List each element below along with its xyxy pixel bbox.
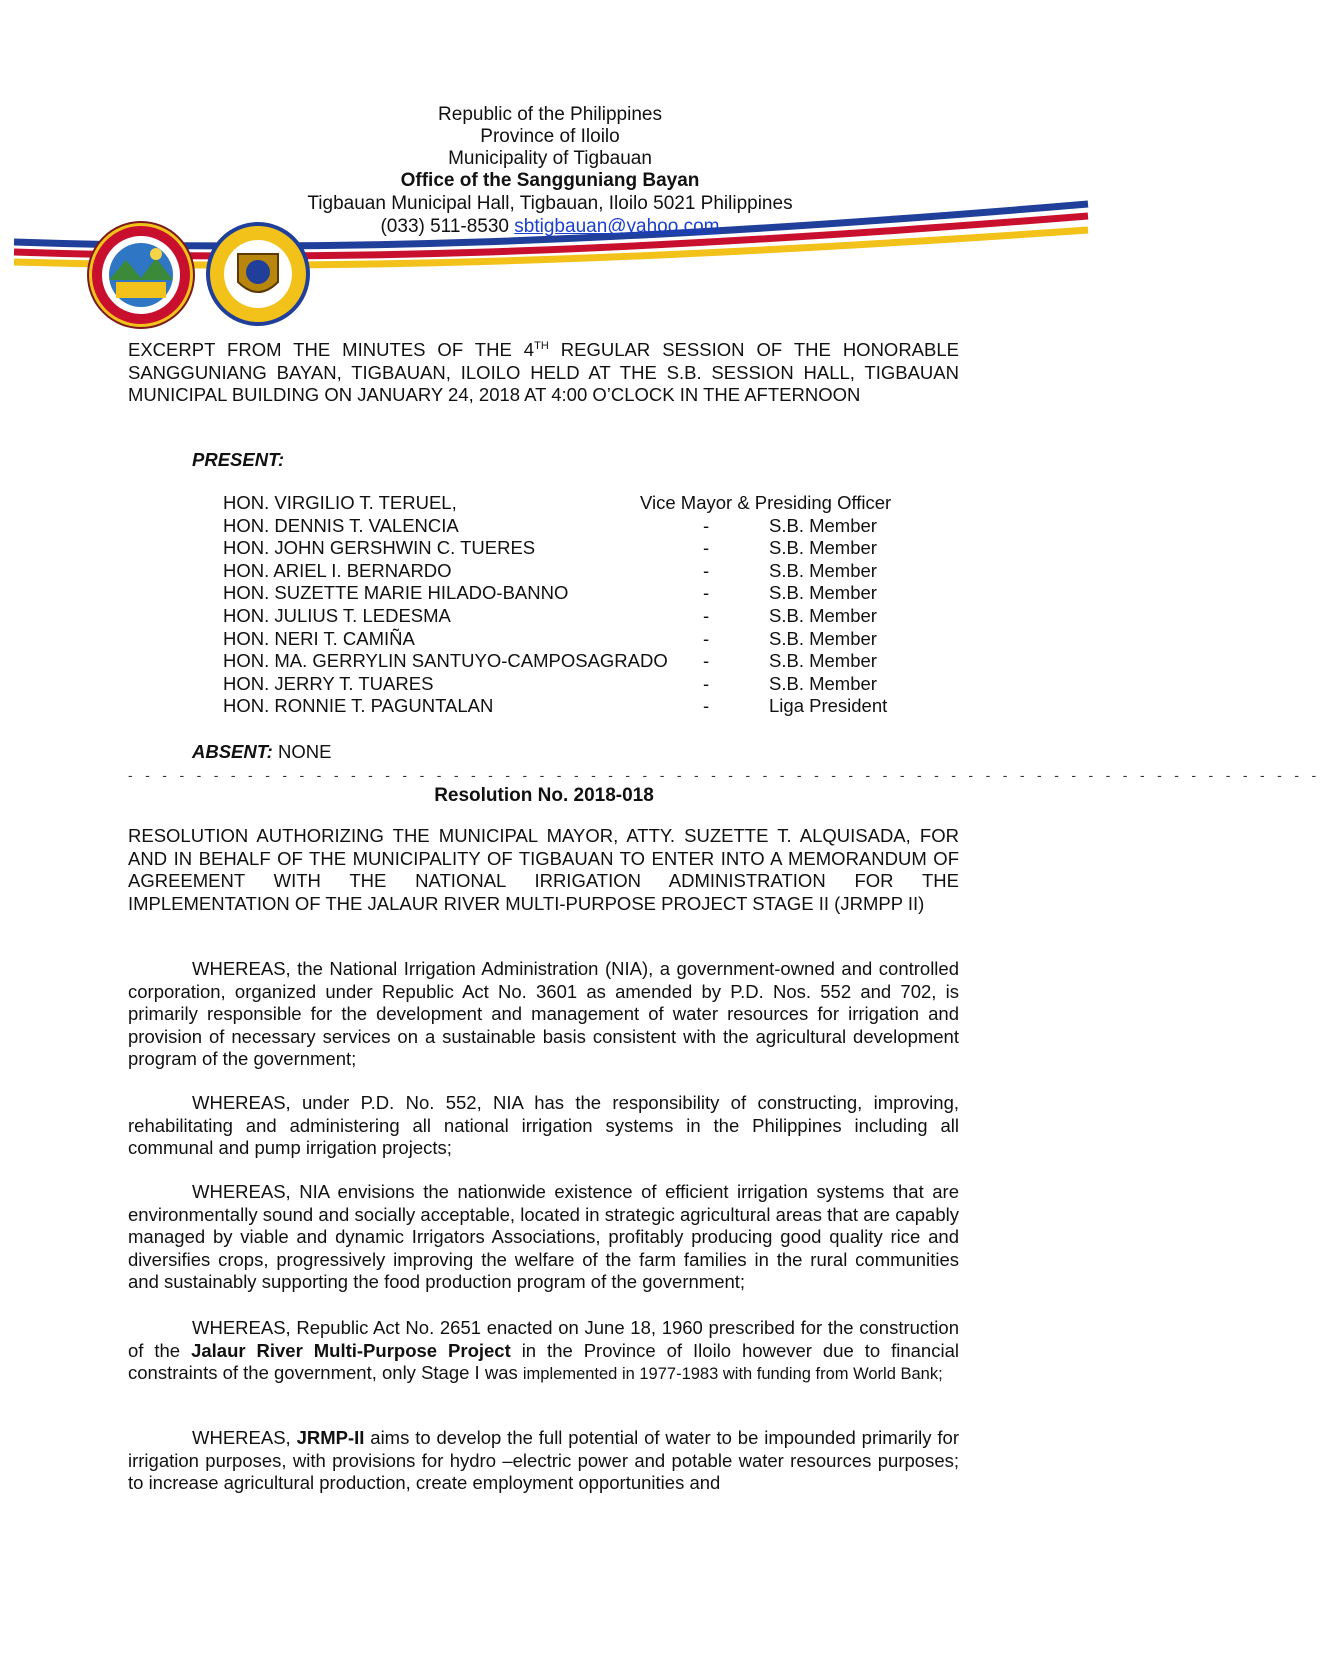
excerpt-heading [128,335,959,407]
whereas5-project-code: JRMP-II [296,1427,365,1448]
present-member-row [223,560,943,583]
member-name: HON. JERRY T. TUARES [223,672,434,694]
whereas-paragraph-3: WHEREAS, NIA envisions the nationwide existence of efficient irrigation systems that are environmentally sound and socially acceptable, located in strategic agricultural areas that are capably managed by viable and dynamic Irrigators Associations, profitably producing good quality rice and diversifies crops, progressively improving the welfare of the farm families in the rural communities and sustainably supporting the food production program of the government; [128,1181,959,1292]
header-line-province: Province of Iloilo [480,126,620,147]
whereas-paragraph-4 [128,1317,959,1386]
member-position: S.B. Member [769,559,877,581]
header-address: Tigbauan Municipal Hall, Tigbauan, Iloilo 5021 Philippines [307,193,793,214]
header-phone: (033) 511-8530 [380,216,510,237]
whereas4-text-small: implemented in 1977-1983 with funding from World Bank; [522,1365,943,1383]
member-name: HON. SUZETTE MARIE HILADO-BANNO [223,582,569,604]
present-member-row [223,582,943,605]
whereas4-text-a: WHEREAS, Republic Act No. 2651 enacted on June 18, 1960 prescribed for the construction of the [128,1317,959,1361]
whereas4-text-b: in the Province of Iloilo however due to financial constraints of the government, only Stage I was [128,1339,959,1383]
member-position: S.B. Member [769,672,877,694]
member-dash: - [703,695,710,717]
whereas4-project-name: Jalaur River Multi-Purpose Project [191,1339,511,1361]
excerpt-part2: REGULAR SESSION OF THE HONORABLE SANGGUNIANG BAYAN, TIGBAUAN, ILOILO HELD AT THE S.B. SESSION HALL, TIGBAUAN MUNICIPAL BUILDING ON JANUARY 24, 2018 AT 4:00 O’CLOCK IN THE AFTERNOON [128,339,959,406]
member-dash: - [703,650,710,672]
member-name: HON. DENNIS T. VALENCIA [223,514,459,536]
excerpt-sup: TH [534,340,549,352]
present-member-row [223,673,943,696]
present-label: PRESENT: [192,449,285,470]
member-position: Vice Mayor & Presiding Officer [640,492,892,513]
present-roster [223,492,943,718]
member-position: S.B. Member [769,514,877,536]
member-dash: - [703,604,710,626]
member-position: S.B. Member [769,582,877,604]
member-name: HON. ARIEL I. BERNARDO [223,559,452,581]
present-member-row [223,695,943,718]
member-position: S.B. Member [769,627,877,649]
member-name: HON. VIRGILIO T. TERUEL, [223,492,457,513]
member-dash: - [703,672,710,694]
member-position: Liga President [769,695,888,717]
whereas-paragraph-1: WHEREAS, the National Irrigation Administration (NIA), a government-owned and controlled corporation, organized under Republic Act No. 3601 as amended by P.D. Nos. 552 and 702, is primarily responsible for the development and management of water resources for irrigation and provision of necessary services on a sustainable basis consistent with the agricultural development program of the government; [128,958,959,1069]
member-position: S.B. Member [769,537,877,559]
member-name: HON. MA. GERRYLIN SANTUYO-CAMPOSAGRADO [223,650,668,672]
member-name: HON. JOHN GERSHWIN C. TUERES [223,537,536,559]
header-contact [0,216,1100,238]
member-position: S.B. Member [769,650,877,672]
absent-value: NONE [272,741,332,762]
present-member-row [223,628,943,651]
present-member-row [223,605,943,628]
member-position: S.B. Member [769,604,877,626]
present-member-row [223,650,943,673]
member-dash: - [703,537,710,559]
member-dash: - [703,559,710,581]
header-line-republic: Republic of the Philippines [438,104,662,125]
member-dash: - [703,627,710,649]
whereas5-text-b: aims to develop the full potential of water to be impounded primarily for irrigation purposes, with provisions for hydro –electric power and potable water resources purposes; to increase agricultural production, create employment opportunities and [128,1427,959,1493]
present-member-row [223,492,943,515]
absent-label: ABSENT: [192,741,273,762]
resolution-number: Resolution No. 2018-018 [434,785,654,806]
absent-line [192,741,331,763]
whereas-paragraph-2: WHEREAS, under P.D. No. 552, NIA has the responsibility of constructing, improving, rehabilitating and administering all national irrigation systems in the Philippines including all communal and pump irrigation projects; [128,1092,959,1158]
member-dash: - [703,514,710,536]
whereas-paragraph-5 [128,1427,959,1495]
header-office-name: Office of the Sangguniang Bayan [400,170,700,191]
member-name: HON. RONNIE T. PAGUNTALAN [223,695,494,717]
resolution-title: RESOLUTION AUTHORIZING THE MUNICIPAL MAYOR, ATTY. SUZETTE T. ALQUISADA, FOR AND IN BEHALF OF THE MUNICIPALITY OF TIGBAUAN TO ENTER INTO A MEMORANDUM OF AGREEMENT WITH THE NATIONAL IRRIGATION ADMINISTRATION FOR THE IMPLEMENTATION OF THE JALAUR RIVER MULTI-PURPOSE PROJECT STAGE II (JRMPP II) [128,825,959,914]
excerpt-part1: EXCERPT FROM THE MINUTES OF THE 4 [128,339,535,361]
member-name: HON. JULIUS T. LEDESMA [223,604,451,626]
separator-line: - - - - - - - - - - - - - - - - - - - - - - - - - - - - - - - - - - - - - - - - - - - - - - - - - - - - - - - - - - - - - - - - - - - - - - [128,767,1320,783]
member-dash: - [703,582,710,604]
whereas5-text-a: WHEREAS, [192,1427,297,1448]
present-member-row [223,537,943,560]
header-email-link[interactable]: sbtigbauan@yahoo.com [514,216,720,237]
member-name: HON. NERI T. CAMIÑA [223,627,415,649]
header-line-municipality: Municipality of Tigbauan [448,148,652,169]
present-member-row [223,515,943,538]
